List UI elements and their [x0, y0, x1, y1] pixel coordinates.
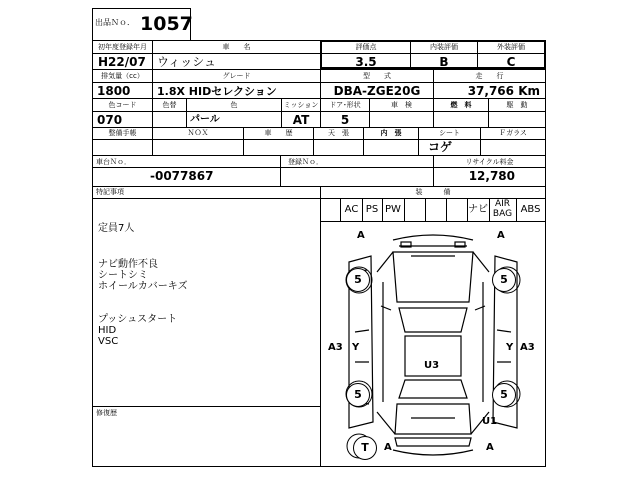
label-equip: 装 備	[415, 188, 451, 196]
label-nox: ＮＯＸ	[187, 129, 209, 137]
label-repair: 修復歴	[96, 409, 117, 417]
label-glass: Ｆガラス	[499, 129, 527, 137]
label-interior: 内装評価	[430, 43, 458, 51]
value-exterior: C	[506, 55, 516, 69]
mark-rear-right: U1	[482, 416, 498, 427]
mark-rear-bumper-left: A	[384, 442, 392, 453]
value-model: DBA-ZGE20G	[333, 84, 421, 98]
value-car-name: ウィッシュ	[157, 55, 217, 69]
value-year: H22/07	[98, 55, 146, 69]
equip-ps: PS	[365, 204, 379, 215]
label-recycle: リサイクル料金	[465, 158, 514, 166]
mark-front-left: A	[357, 230, 365, 241]
value-interior: B	[439, 55, 449, 69]
label-history: 車 歴	[264, 129, 293, 137]
lot-number: 1057	[140, 13, 193, 35]
label-inspection: 車 検	[391, 101, 412, 109]
mark-rear-bumper-right: A	[486, 442, 494, 453]
label-car-name: 車 名	[222, 43, 251, 51]
label-model: 型 式	[363, 72, 391, 80]
value-recycle: 12,780	[468, 169, 515, 183]
equip-navi: ナビ	[468, 204, 488, 215]
note-capacity: 定員7人	[98, 223, 135, 234]
tire-front-left: 5	[346, 268, 370, 292]
note-wheel-cover: ホイールカバーキズ	[98, 281, 188, 292]
label-doors: ドア･形状	[329, 101, 361, 109]
label-notes: 特記事項	[96, 188, 124, 196]
label-reg: 登録Ｎｏ．	[288, 158, 323, 166]
value-grade: 1.8X HIDセレクション	[157, 85, 277, 98]
mark-right-side: A3	[520, 342, 535, 353]
tire-rear-right: 5	[492, 383, 516, 407]
label-seat: シート	[439, 129, 460, 137]
label-color: 色	[230, 101, 238, 109]
label-color-code: 色コード	[108, 101, 137, 109]
spare-tire: T	[353, 436, 377, 460]
equip-abs: ABS	[520, 204, 541, 215]
equip-pw: PW	[385, 204, 401, 215]
value-doors: 5	[340, 113, 350, 127]
label-year: 初年度登録年月	[98, 43, 147, 51]
tire-rear-left: 5	[346, 383, 370, 407]
mark-roof: U3	[424, 360, 440, 371]
note-seat-stain: シートシミ	[98, 270, 148, 281]
value-displacement: 1800	[97, 84, 131, 98]
value-mileage: 37,766 Km	[467, 84, 540, 98]
mark-left-y: Y	[352, 342, 360, 353]
mark-front-right: A	[497, 230, 505, 241]
mark-left-side: A3	[328, 342, 343, 353]
tire-front-right: 5	[492, 268, 516, 292]
label-mileage: 走 行	[475, 72, 504, 80]
label-drive: 駆 動	[506, 101, 528, 109]
note-vsc: VSC	[98, 336, 119, 347]
value-seat: コゲ	[428, 140, 453, 154]
label-displacement: 排気量（cc）	[101, 72, 144, 80]
label-fuel: 燃 料	[450, 101, 472, 109]
equip-ac: AC	[344, 204, 359, 215]
lot-label: 出品Ｎｏ．	[95, 18, 135, 27]
mark-right-y: Y	[506, 342, 514, 353]
equip-airbag: AIR BAG	[492, 199, 513, 219]
note-push-start: プッシュスタート	[98, 314, 178, 325]
note-hid: HID	[98, 325, 117, 336]
value-chassis: -0077867	[150, 169, 214, 183]
label-chassis: 車台Ｎｏ．	[96, 158, 131, 166]
value-score: 3.5	[355, 55, 377, 69]
note-navi: ナビ動作不良	[98, 259, 158, 270]
label-maintenance: 整備手帳	[108, 129, 137, 137]
value-color-code: 070	[97, 113, 123, 127]
label-exterior: 外装評価	[497, 43, 525, 51]
label-color-type: 色替	[162, 101, 177, 109]
label-score: 評価点	[355, 43, 377, 51]
label-grade: グレード	[222, 72, 251, 80]
value-mission: AT	[292, 113, 310, 127]
value-color: パール	[190, 114, 220, 125]
label-sunroof: 天 張	[328, 129, 349, 137]
label-mission: ミッション	[283, 101, 319, 109]
label-interior-cover: 内 張	[380, 129, 402, 137]
